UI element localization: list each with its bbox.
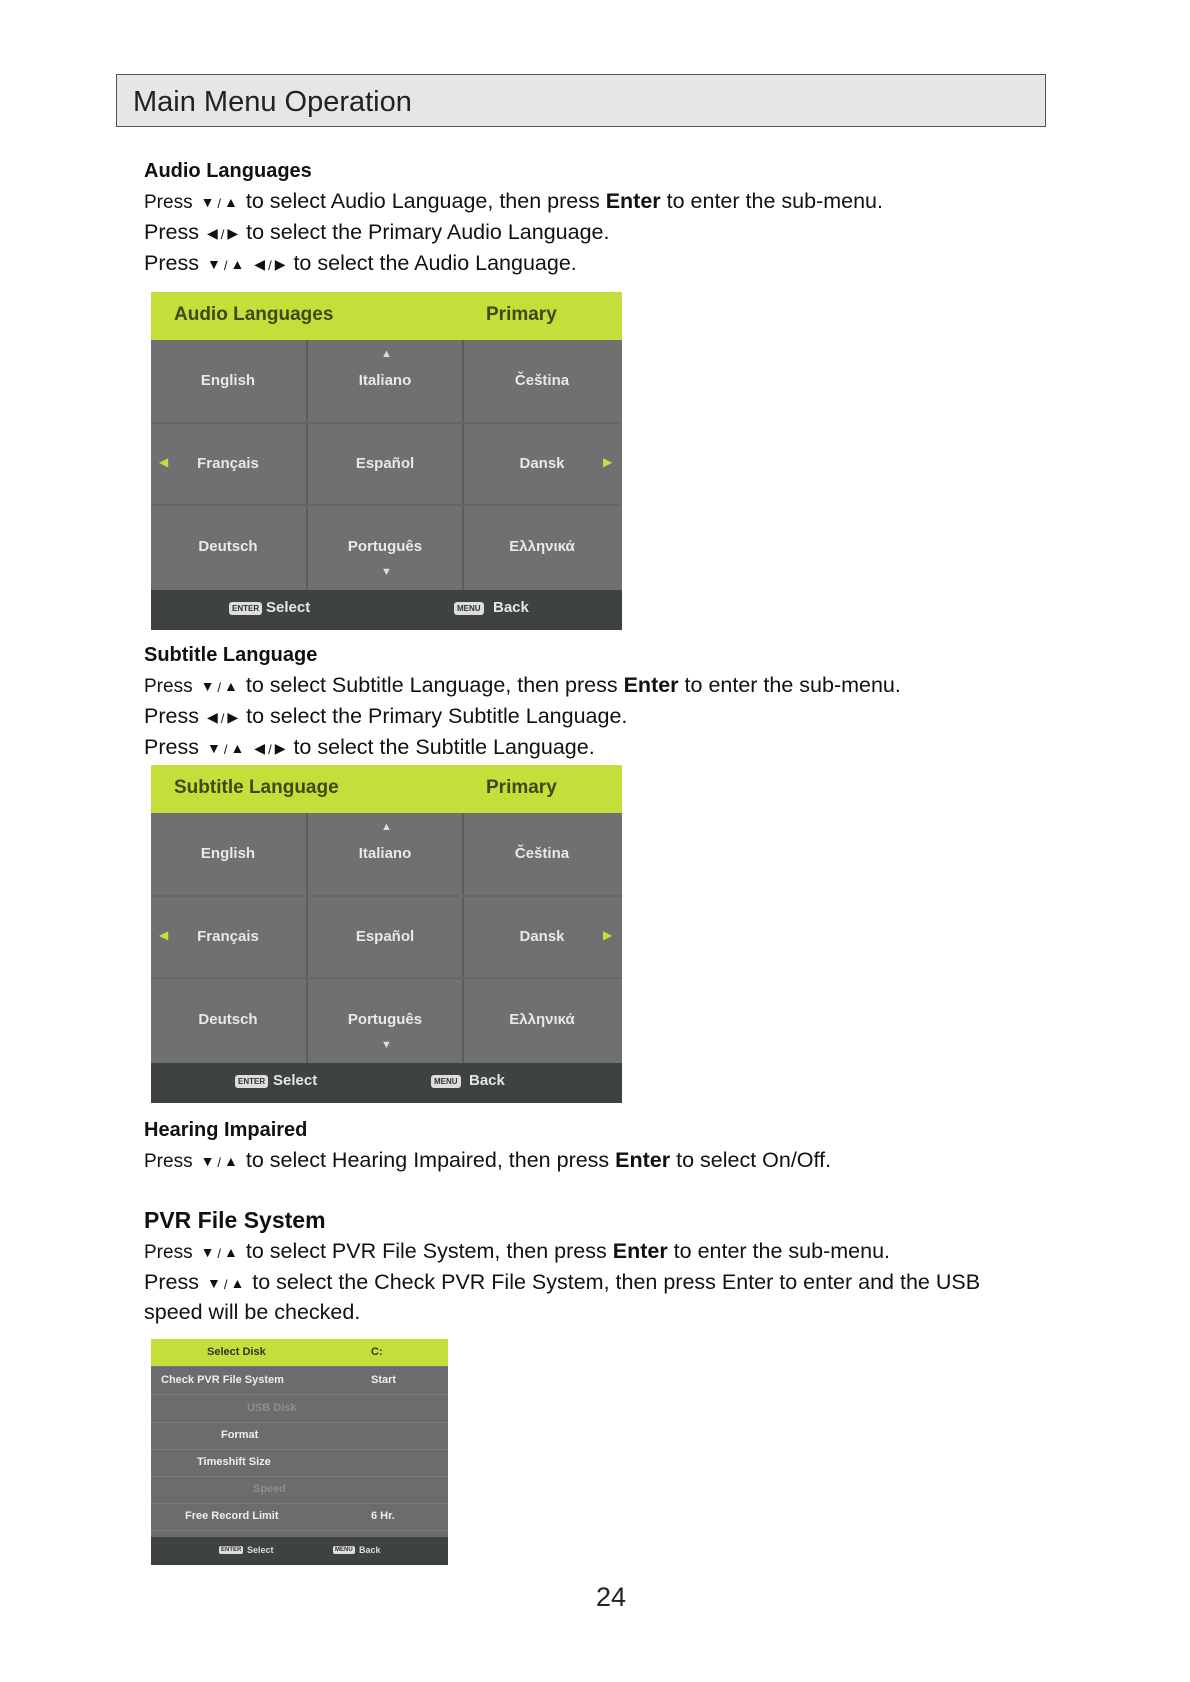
back-hint: Back <box>469 1072 505 1089</box>
down-arrow-icon: ▼ <box>200 678 215 694</box>
language-option[interactable]: Čeština <box>514 844 570 862</box>
hearing-impaired-heading: Hearing Impaired <box>144 1119 308 1141</box>
down-arrow-icon: ▼ <box>200 194 215 210</box>
pvr-row-free-record-limit[interactable]: Free Record Limit 6 Hr. <box>151 1503 448 1531</box>
page-right-icon: ▶ <box>603 928 613 942</box>
select-hint: Select <box>247 1545 274 1555</box>
subtitle-instruction-3: Press ▼ / ▲ ◀ / ▶ to select the Subtitle Language. <box>144 735 595 759</box>
language-option[interactable]: Italiano <box>358 844 412 862</box>
section-header <box>116 74 1046 127</box>
section-header-title: Main Menu Operation <box>133 86 412 118</box>
language-option[interactable]: Português <box>347 537 423 555</box>
menu-key-icon: MENU <box>431 1075 461 1088</box>
page-right-icon: ▶ <box>603 455 613 469</box>
audio-instruction-3: Press ▼ / ▲ ◀ / ▶ to select the Audio Language. <box>144 251 577 275</box>
down-arrow-icon: ▼ <box>200 1244 215 1260</box>
back-hint: Back <box>493 599 529 616</box>
language-option[interactable]: Ελληνικά <box>509 1010 575 1028</box>
right-arrow-icon: ▶ <box>227 709 239 725</box>
language-option[interactable]: Français <box>197 927 259 945</box>
osd-title: Audio Languages <box>174 304 334 325</box>
language-option[interactable]: Español <box>355 454 415 472</box>
down-arrow-icon: ▼ <box>206 740 221 756</box>
pvr-row-usb-disk: USB Disk <box>151 1395 448 1423</box>
audio-instruction-1: Press ▼ / ▲ to select Audio Language, then press Enter to enter the sub-menu. <box>144 189 883 213</box>
pvr-row-speed: Speed <box>151 1476 448 1504</box>
subtitle-instruction-1: Press ▼ / ▲ to select Subtitle Language, then press Enter to enter the sub-menu. <box>144 673 901 697</box>
menu-key-icon: MENU <box>454 602 484 615</box>
left-arrow-icon: ◀ <box>254 256 266 272</box>
enter-key-icon: ENTER <box>235 1075 268 1088</box>
pvr-row-timeshift-size[interactable]: Timeshift Size <box>151 1449 448 1477</box>
osd-primary-label: Primary <box>486 304 557 325</box>
language-option[interactable]: Dansk <box>519 927 565 945</box>
osd-footer <box>151 1063 622 1103</box>
subtitle-language-heading: Subtitle Language <box>144 644 318 666</box>
audio-languages-osd <box>151 292 622 630</box>
up-arrow-icon: ▲ <box>224 678 238 694</box>
page-left-icon: ◀ <box>159 455 169 469</box>
osd-title: Subtitle Language <box>174 777 339 798</box>
scroll-up-icon: ▲ <box>381 348 392 360</box>
page-number: 24 <box>596 1582 627 1612</box>
pvr-row-format[interactable]: Format <box>151 1422 448 1450</box>
language-option[interactable]: Deutsch <box>198 1010 258 1028</box>
page-left-icon: ◀ <box>159 928 169 942</box>
osd-footer <box>151 1537 448 1565</box>
language-grid <box>151 813 622 1063</box>
select-hint: Select <box>266 599 311 616</box>
language-option[interactable]: English <box>200 844 256 862</box>
scroll-down-icon: ▼ <box>381 1039 392 1051</box>
subtitle-language-osd <box>151 765 622 1103</box>
osd-footer <box>151 590 622 630</box>
language-option[interactable]: Português <box>347 1010 423 1028</box>
right-arrow-icon: ▶ <box>274 740 286 756</box>
language-option[interactable]: English <box>200 371 256 389</box>
language-option[interactable]: Français <box>197 454 259 472</box>
enter-key-icon: ENTER <box>221 1547 242 1553</box>
audio-instruction-2: Press ◀ / ▶ to select the Primary Audio Language. <box>144 220 610 244</box>
down-arrow-icon: ▼ <box>200 1153 215 1169</box>
down-arrow-icon: ▼ <box>206 256 221 272</box>
language-option[interactable]: Dansk <box>519 454 565 472</box>
language-option[interactable]: Čeština <box>514 371 570 389</box>
back-hint: Back <box>359 1545 381 1555</box>
osd-title-bar <box>151 765 622 813</box>
up-arrow-icon: ▲ <box>230 740 245 756</box>
menu-key-icon: MENU <box>335 1547 353 1553</box>
pvr-file-system-heading: PVR File System <box>144 1207 326 1233</box>
pvr-instruction-1: Press ▼ / ▲ to select PVR File System, then press Enter to enter the sub-menu. <box>144 1239 890 1263</box>
language-grid <box>151 340 622 590</box>
audio-languages-heading: Audio Languages <box>144 160 312 182</box>
pvr-instruction-2: Press ▼ / ▲ to select the Check PVR File System, then press Enter to enter and the USB <box>144 1270 981 1294</box>
up-arrow-icon: ▲ <box>224 1244 238 1260</box>
up-arrow-icon: ▲ <box>224 1153 238 1169</box>
down-arrow-icon: ▼ <box>206 1275 221 1291</box>
language-option[interactable]: Ελληνικά <box>509 537 575 555</box>
pvr-file-system-osd <box>151 1339 448 1565</box>
select-hint: Select <box>273 1072 318 1089</box>
osd-title-bar <box>151 292 622 340</box>
language-option[interactable]: Deutsch <box>198 537 258 555</box>
right-arrow-icon: ▶ <box>274 256 286 272</box>
pvr-row-select-disk[interactable]: Select Disk C: <box>151 1339 448 1367</box>
pvr-instruction-2b: speed will be checked. <box>144 1300 361 1324</box>
language-option[interactable]: Italiano <box>358 371 412 389</box>
up-arrow-icon: ▲ <box>230 256 245 272</box>
up-arrow-icon: ▲ <box>224 194 238 210</box>
left-arrow-icon: ◀ <box>206 709 218 725</box>
pvr-row-check-pvr[interactable]: Check PVR File System Start <box>151 1367 448 1395</box>
language-option[interactable]: Español <box>355 927 415 945</box>
hearing-instruction-1: Press ▼ / ▲ to select Hearing Impaired, then press Enter to select On/Off. <box>144 1148 832 1172</box>
right-arrow-icon: ▶ <box>227 225 239 241</box>
scroll-up-icon: ▲ <box>381 821 392 833</box>
osd-primary-label: Primary <box>486 777 557 798</box>
enter-key-icon: ENTER <box>229 602 262 615</box>
left-arrow-icon: ◀ <box>254 740 266 756</box>
up-arrow-icon: ▲ <box>230 1275 245 1291</box>
scroll-down-icon: ▼ <box>381 566 392 578</box>
left-arrow-icon: ◀ <box>206 225 218 241</box>
subtitle-instruction-2: Press ◀ / ▶ to select the Primary Subtitle Language. <box>144 704 628 728</box>
